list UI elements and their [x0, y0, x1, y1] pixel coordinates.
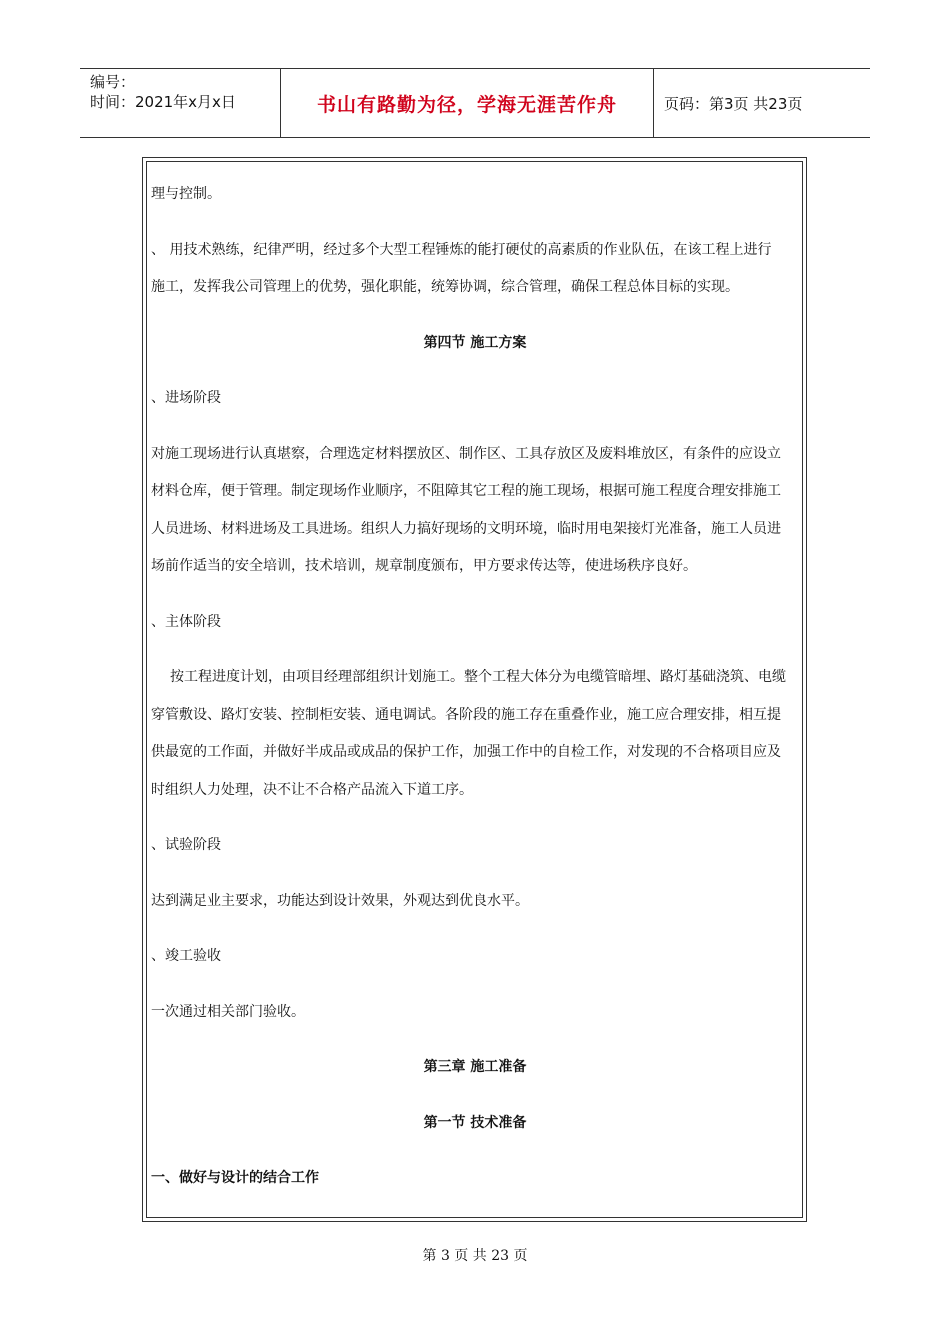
item-heading: 一、做好与设计的结合工作: [151, 1170, 319, 1186]
subsection-heading: 、主体阶段: [151, 613, 221, 630]
number-label: 编号：: [90, 73, 136, 91]
text-line: 供最宽的工作面，并做好半成品或成品的保护工作，加强工作中的自检工作，对发现的不合格项目应及: [151, 744, 781, 760]
text-line: 材料仓库，便于管理。制定现场作业顺序，不阻障其它工程的施工现场，根据可施工程度合理安排施工: [151, 483, 781, 499]
text-line: 场前作适当的安全培训，技术培训，规章制度颁布，甲方要求传达等，使进场秩序良好。: [151, 558, 697, 574]
page-footer: 第 3 页 共 23 页: [422, 1248, 528, 1264]
text-line: 人员进场、材料进场及工具进场。组织人力搞好现场的文明环境，临时用电架接灯光准备，施工人员进: [151, 520, 781, 537]
text-line: 对施工现场进行认真堪察，合理选定材料摆放区、制作区、工具存放区及废料堆放区，有条件的应设立: [151, 445, 781, 462]
text-line: 时组织人力处理，决不让不合格产品流入下道工序。: [151, 781, 473, 798]
chapter-heading: 第三章 施工准备: [423, 1059, 527, 1075]
text-line: 理与控制。: [151, 186, 221, 202]
subsection-heading: 、试验阶段: [151, 837, 221, 853]
subsection-heading: 、竣工验收: [151, 948, 221, 964]
header-page-code: 页码：第3页 共23页: [664, 94, 803, 113]
content-frame: [142, 157, 807, 1222]
section-heading: 第一节 技术准备: [423, 1114, 527, 1131]
text-line: 施工，发挥我公司管理上的优势，强化职能，统筹协调，综合管理，确保工程总体目标的实现。: [151, 279, 739, 295]
time-label: 时间：2021年x月x日: [90, 93, 236, 111]
text-line: 达到满足业主要求，功能达到设计效果，外观达到优良水平。: [151, 892, 529, 909]
text-line: 按工程进度计划，由项目经理部组织计划施工。整个工程大体分为电缆管暗埋、路灯基础浇筑、电缆: [170, 669, 786, 685]
text-line: 、 用技术熟练，纪律严明，经过多个大型工程锤炼的能打硬仗的高素质的作业队伍，在该工程上进行: [151, 241, 772, 258]
text-line: 穿管敷设、路灯安装、控制柜安装、通电调试。各阶段的施工存在重叠作业，施工应合理安排，相互提: [151, 706, 781, 723]
header-motto: 书山有路勤为径，学海无涯苦作舟: [281, 69, 654, 137]
text-line: 一次通过相关部门验收。: [151, 1003, 305, 1020]
section-heading: 第四节 施工方案: [423, 334, 527, 351]
document-body: [151, 176, 799, 1198]
page-header: [80, 68, 870, 138]
subsection-heading: 、进场阶段: [151, 390, 221, 406]
header-meta: [80, 69, 281, 137]
